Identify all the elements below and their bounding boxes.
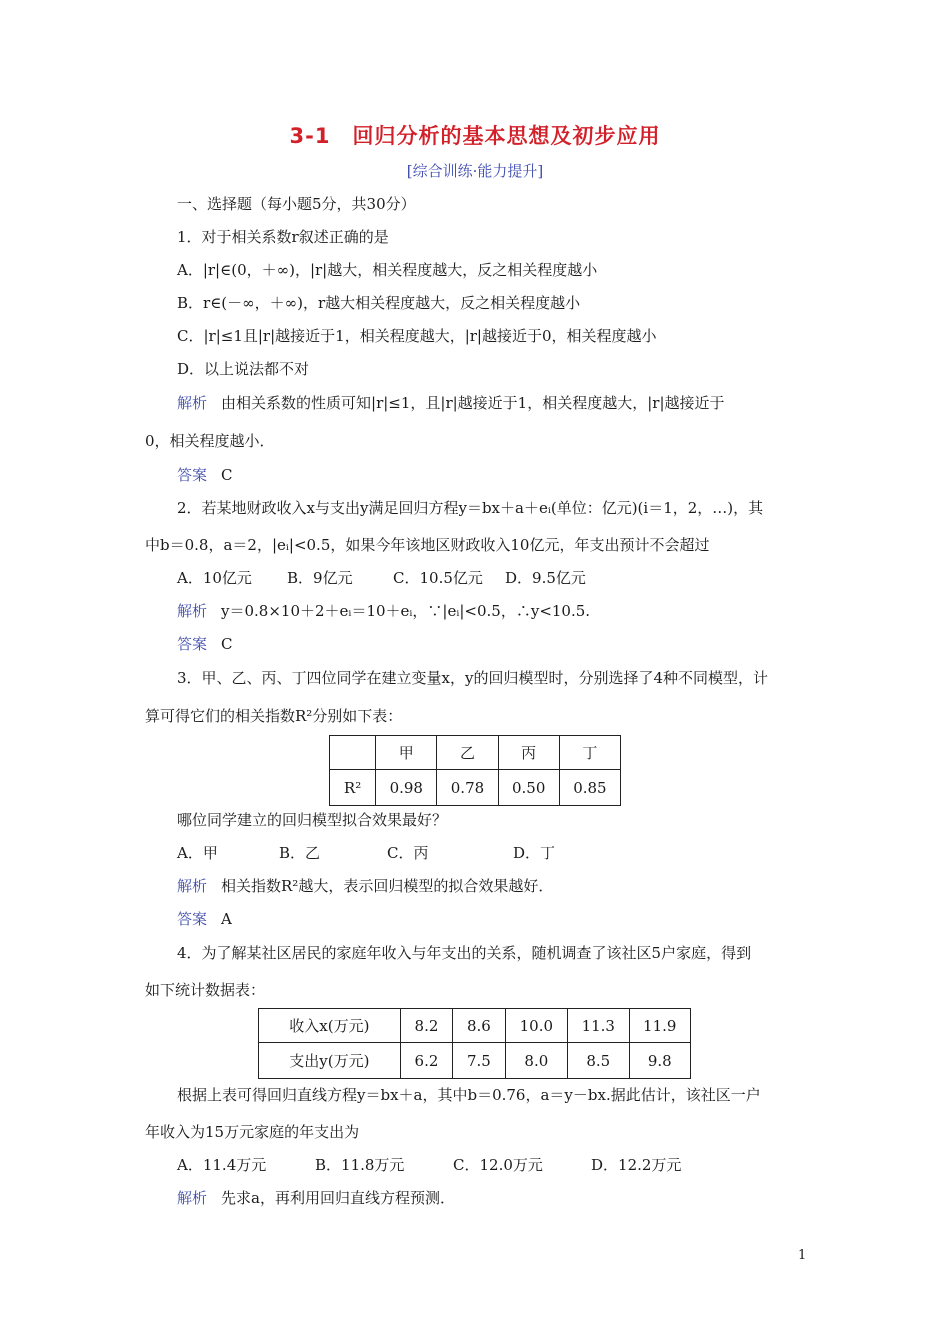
q3-option-d: D．丁 <box>513 844 556 862</box>
table-cell: 7.5 <box>453 1043 505 1079</box>
q2-stem: 2．若某地财政收入x与支出y满足回归方程y＝bx＋a＋eᵢ(单位：亿元)(i＝1，2，…)，其 <box>177 499 764 517</box>
table-cell: 8.5 <box>568 1043 629 1079</box>
q2-option-d: D．9.5亿元 <box>505 569 586 587</box>
q4-data-table <box>258 1008 691 1079</box>
table-cell: 8.2 <box>400 1009 452 1043</box>
q3-answer-value: A <box>221 910 232 928</box>
q2-analysis-text: y＝0.8×10＋2＋eᵢ＝10＋eᵢ，∵|eᵢ|<0.5，∴y<10.5. <box>221 602 591 620</box>
table-cell: 0.98 <box>376 770 437 806</box>
q1-analysis-text: 由相关系数的性质可知|r|≤1，且|r|越接近于1，相关程度越大，|r|越接近于 <box>221 394 725 412</box>
q3-option-b: B．乙 <box>279 844 321 862</box>
table-row <box>330 736 621 770</box>
q4-analysis-text: 先求a，再利用回归直线方程预测． <box>221 1189 455 1207</box>
q3-option-a: A．甲 <box>177 844 218 862</box>
table-cell: 0.50 <box>498 770 559 806</box>
q1-analysis <box>177 393 807 413</box>
page-number: 1 <box>798 1248 807 1263</box>
table-cell: 8.0 <box>505 1043 567 1079</box>
table-cell: 11.9 <box>629 1009 691 1043</box>
table-cell: 11.3 <box>568 1009 629 1043</box>
table-cell: 收入x(万元) <box>259 1009 401 1043</box>
table-cell: 0.78 <box>437 770 498 806</box>
table-cell: 乙 <box>437 736 498 770</box>
table-cell: 8.6 <box>453 1009 505 1043</box>
q1-answer-value: C <box>221 466 233 484</box>
table-cell <box>330 736 376 770</box>
q3-option-c: C．丙 <box>387 844 429 862</box>
q4-options <box>177 1155 807 1175</box>
q4-option-b: B．11.8万元 <box>315 1156 405 1174</box>
table-row <box>259 1043 691 1079</box>
q2-answer <box>177 634 807 654</box>
q2-analysis <box>177 601 807 621</box>
analysis-label: 解析 <box>177 394 208 412</box>
q4-analysis <box>177 1188 807 1208</box>
q1-analysis-cont: 0，相关程度越小． <box>145 432 275 450</box>
q3-answer <box>177 909 807 929</box>
q1-option-b: B．r∈(－∞，＋∞)，r越大相关程度越大，反之相关程度越小 <box>177 294 581 312</box>
q3-analysis <box>177 876 807 896</box>
q3-analysis-text: 相关指数R²越大，表示回归模型的拟合效果越好． <box>221 877 554 895</box>
table-cell: 9.8 <box>629 1043 691 1079</box>
page-title: 3-1 回归分析的基本思想及初步应用 <box>289 124 661 148</box>
analysis-label: 解析 <box>177 1189 208 1207</box>
table-cell: 6.2 <box>400 1043 452 1079</box>
table-cell: 甲 <box>376 736 437 770</box>
q3-question: 哪位同学建立的回归模型拟合效果最好？ <box>177 811 448 829</box>
q3-r2-table <box>329 735 621 806</box>
q3-stem: 3．甲、乙、丙、丁四位同学在建立变量x，y的回归模型时，分别选择了4种不同模型，计 <box>177 669 769 687</box>
q3-options <box>177 843 807 863</box>
q2-answer-value: C <box>221 635 233 653</box>
q4-text: 根据上表可得回归直线方程y＝bx＋a，其中b＝0.76，a＝y－bx.据此估计，该社区一户 <box>177 1086 761 1104</box>
q1-option-c: C．|r|≤1且|r|越接近于1，相关程度越大，|r|越接近于0，相关程度越小 <box>177 327 657 345</box>
q1-stem: 1．对于相关系数r叙述正确的是 <box>177 228 389 246</box>
analysis-label: 解析 <box>177 877 208 895</box>
table-cell: 0.85 <box>559 770 620 806</box>
table-cell: R² <box>330 770 376 806</box>
q2-option-a: A．10亿元 <box>177 569 252 587</box>
table-cell: 丙 <box>498 736 559 770</box>
table-cell: 支出y(万元) <box>259 1043 401 1079</box>
analysis-label: 解析 <box>177 602 208 620</box>
q4-option-c: C．12.0万元 <box>453 1156 543 1174</box>
q2-stem-cont: 中b＝0.8，a＝2，|eᵢ|<0.5，如果今年该地区财政收入10亿元，年支出预计不会超过 <box>145 536 710 554</box>
q2-option-b: B．9亿元 <box>287 569 353 587</box>
q4-option-a: A．11.4万元 <box>177 1156 267 1174</box>
table-cell: 丁 <box>559 736 620 770</box>
table-row <box>330 770 621 806</box>
answer-label: 答案 <box>177 635 208 653</box>
q4-stem: 4．为了解某社区居民的家庭年收入与年支出的关系，随机调查了该社区5户家庭，得到 <box>177 944 752 962</box>
page-subtitle: [综合训练·能力提升] <box>406 162 544 180</box>
q4-text-cont: 年收入为15万元家庭的年支出为 <box>145 1123 360 1141</box>
table-row <box>259 1009 691 1043</box>
q1-answer <box>177 465 807 485</box>
q3-stem-cont: 算可得它们的相关指数R²分别如下表： <box>145 707 403 725</box>
section-heading: 一、选择题（每小题5分，共30分） <box>177 195 416 213</box>
table-cell: 10.0 <box>505 1009 567 1043</box>
q2-options <box>177 568 807 588</box>
answer-label: 答案 <box>177 466 208 484</box>
q4-option-d: D．12.2万元 <box>591 1156 682 1174</box>
q4-stem-cont: 如下统计数据表： <box>145 981 266 999</box>
q1-option-a: A．|r|∈(0，＋∞)，|r|越大，相关程度越大，反之相关程度越小 <box>177 261 598 279</box>
answer-label: 答案 <box>177 910 208 928</box>
q1-option-d: D．以上说法都不对 <box>177 360 310 378</box>
q2-option-c: C．10.5亿元 <box>393 569 483 587</box>
